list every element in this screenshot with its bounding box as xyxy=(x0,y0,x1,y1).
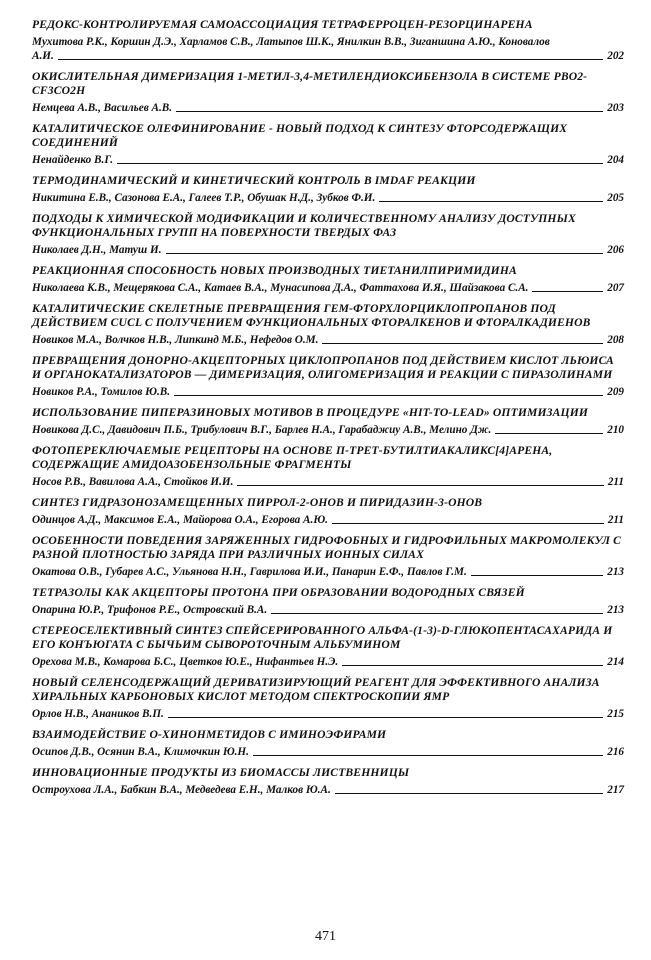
entry-authors: Николаев Д.Н., Матуш И. xyxy=(32,244,162,256)
entry-authors-line xyxy=(32,153,624,167)
entry-title: ТЕТРАЗОЛЫ КАК АКЦЕПТОРЫ ПРОТОНА ПРИ ОБРАЗОВАНИИ ВОДОРОДНЫХ СВЯЗЕЙ xyxy=(32,586,525,599)
entry-page-number: 206 xyxy=(607,244,624,256)
entry-title: СИНТЕЗ ГИДРАЗОНОЗАМЕЩЕННЫХ ПИРРОЛ-2-ОНОВ И ПИРИДАЗИН-3-ОНОВ xyxy=(32,496,483,509)
entry-title: ФОТОПЕРЕКЛЮЧАЕМЫЕ РЕЦЕПТОРЫ НА ОСНОВЕ П-ТРЕТ-БУТИЛТИАКАЛИКС[4]АРЕНА, СОДЕРЖАЩИЕ АМИДОАЗОБЕНЗОЛЬНЫЕ ФРАГМЕНТЫ xyxy=(32,444,553,471)
entry-authors: Ненайденко В.Г. xyxy=(32,154,114,166)
entry-authors-line xyxy=(32,423,624,437)
entry-title: РЕДОКС-КОНТРОЛИРУЕМАЯ САМОАССОЦИАЦИЯ ТЕТРАФЕРРОЦЕН-РЕЗОРЦИНАРЕНА xyxy=(32,18,533,31)
toc-entry xyxy=(32,18,624,63)
toc-entry xyxy=(32,624,624,669)
entry-authors-line xyxy=(32,707,624,721)
entry-page-number: 213 xyxy=(607,604,624,616)
entry-authors: Окатова О.В., Губарев А.С., Ульянова Н.Н., Гаврилова И.И., Панарин Е.Ф., Павлов Г.М. xyxy=(32,566,467,578)
entry-authors-line xyxy=(32,475,624,489)
entry-authors: Новиков Р.А., Томилов Ю.В. xyxy=(32,386,170,398)
entry-authors-line xyxy=(32,243,624,257)
entry-title: ОКИСЛИТЕЛЬНАЯ ДИМЕРИЗАЦИЯ 1-МЕТИЛ-3,4-МЕТИЛЕНДИОКСИБЕНЗОЛА В СИСТЕМЕ PBO2-CF3CO2H xyxy=(32,70,588,97)
entry-authors-continuation xyxy=(32,49,624,63)
entry-authors: Николаева К.В., Мещерякова С.А., Катаев В.А., Мунасипова Д.А., Фаттахова И.Я., Шайзакова С.А. xyxy=(32,282,529,294)
dot-leader xyxy=(166,253,604,254)
entry-authors-line xyxy=(32,655,624,669)
entry-authors-line xyxy=(32,281,624,295)
entry-page-number: 216 xyxy=(607,746,624,758)
entry-page-number: 207 xyxy=(607,282,624,294)
toc-entry xyxy=(32,264,624,295)
dot-leader xyxy=(168,717,603,718)
entry-authors: Одинцов А.Д., Максимов Е.А., Майорова О.А., Егорова А.Ю. xyxy=(32,514,328,526)
dot-leader xyxy=(335,793,603,794)
entry-page-number: 211 xyxy=(607,514,624,526)
entry-title: РЕАКЦИОННАЯ СПОСОБНОСТЬ НОВЫХ ПРОИЗВОДНЫХ ТИЕТАНИЛПИРИМИДИНА xyxy=(32,264,517,277)
entry-authors-line xyxy=(32,603,624,617)
entry-authors: Никитина Е.В., Сазонова Е.А., Галеев Т.Р., Обушак Н.Д., Зубков Ф.И. xyxy=(32,192,376,204)
entry-authors: Опарина Ю.Р., Трифонов Р.Е., Островский В.А. xyxy=(32,604,268,616)
entry-page-number: 204 xyxy=(607,154,624,166)
dot-leader xyxy=(271,613,603,614)
entry-title: ПРЕВРАЩЕНИЯ ДОНОРНО-АКЦЕПТОРНЫХ ЦИКЛОПРОПАНОВ ПОД ДЕЙСТВИЕМ КИСЛОТ ЛЬЮИСА И ОРГАНОКАТАЛИЗАТОРОВ — ДИМЕРИЗАЦИЯ, ОЛИГОМЕРИЗАЦИЯ И РЕАКЦИИ С ПИРАЗОЛИНАМИ xyxy=(32,354,614,381)
dot-leader xyxy=(253,755,603,756)
entry-title: ВЗАИМОДЕЙСТВИЕ О-ХИНОНМЕТИДОВ С ИМИНОЭФИРАМИ xyxy=(32,728,387,741)
dot-leader xyxy=(342,665,603,666)
dot-leader xyxy=(58,59,603,60)
toc-entry xyxy=(32,496,624,527)
dot-leader xyxy=(237,485,603,486)
entry-page-number: 203 xyxy=(607,102,624,114)
entry-authors-tail: А.И. xyxy=(32,50,54,62)
entry-authors: Орехова М.В., Комарова Б.С., Цветков Ю.Е., Нифантьев Н.Э. xyxy=(32,656,339,668)
toc-entry xyxy=(32,586,624,617)
entry-page-number: 215 xyxy=(607,708,624,720)
entry-authors-line xyxy=(32,513,624,527)
entry-title: ОСОБЕННОСТИ ПОВЕДЕНИЯ ЗАРЯЖЕННЫХ ГИДРОФОБНЫХ И ГИДРОФИЛЬНЫХ МАКРОМОЛЕКУЛ С РАЗНОЙ ПЛОТНОСТЬЮ ЗАРЯДА ПРИ РАЗЛИЧНЫХ ИОННЫХ СИЛАХ xyxy=(32,534,622,561)
table-of-contents xyxy=(32,18,624,804)
dot-leader xyxy=(532,291,603,292)
entry-authors-line xyxy=(32,783,624,797)
entry-authors: Носов Р.В., Вавилова А.А., Стойков И.И. xyxy=(32,476,234,488)
toc-entry xyxy=(32,728,624,759)
entry-page-number: 210 xyxy=(607,424,624,436)
entry-page-number: 202 xyxy=(607,50,624,62)
entry-authors: Осипов Д.В., Осянин В.А., Климочкин Ю.Н. xyxy=(32,746,249,758)
entry-page-number: 211 xyxy=(607,476,624,488)
dot-leader xyxy=(174,395,603,396)
entry-title: КАТАЛИТИЧЕСКОЕ ОЛЕФИНИРОВАНИЕ - НОВЫЙ ПОДХОД К СИНТЕЗУ ФТОРСОДЕРЖАЩИХ СОЕДИНЕНИЙ xyxy=(32,122,568,149)
entry-title: СТЕРЕОСЕЛЕКТИВНЫЙ СИНТЕЗ СПЕЙСЕРИРОВАННОГО АЛЬФА-(1-3)-D-ГЛЮКОПЕНТАСАХАРИДА И ЕГО КОНЪЮГАТА С БЫЧЬИМ СЫВОРОТОЧНЫМ АЛЬБУМИНОМ xyxy=(32,624,613,651)
entry-authors-line xyxy=(32,745,624,759)
entry-page-number: 213 xyxy=(607,566,624,578)
entry-title: КАТАЛИТИЧЕСКИЕ СКЕЛЕТНЫЕ ПРЕВРАЩЕНИЯ ГЕМ-ФТОРХЛОРЦИКЛОПРОПАНОВ ПОД ДЕЙСТВИЕМ CUCL С ПОЛУЧЕНИЕМ ФУНКЦИОНАЛЬНЫХ ФТОРАЛКЕНОВ И ФТОРАЛКАДИЕНОВ xyxy=(32,302,591,329)
entry-authors-line xyxy=(32,191,624,205)
entry-authors: Орлов Н.В., Анаников В.П. xyxy=(32,708,164,720)
entry-authors-line xyxy=(32,35,624,63)
entry-authors: Остроухова Л.А., Бабкин В.А., Медведева Е.Н., Малков Ю.А. xyxy=(32,784,331,796)
toc-entry xyxy=(32,212,624,257)
toc-entry xyxy=(32,534,624,579)
dot-leader xyxy=(471,575,603,576)
toc-entry xyxy=(32,444,624,489)
toc-entry xyxy=(32,354,624,399)
toc-entry xyxy=(32,70,624,115)
entry-authors-line xyxy=(32,333,624,347)
entry-authors: Новикова Д.С., Давидович П.Б., Трибулович В.Г., Барлев Н.А., Гарабаджиу А.В., Мелино Дж. xyxy=(32,424,492,436)
dot-leader xyxy=(176,111,603,112)
entry-title: ПОДХОДЫ К ХИМИЧЕСКОЙ МОДИФИКАЦИИ И КОЛИЧЕСТВЕННОМУ АНАЛИЗУ ДОСТУПНЫХ ФУНКЦИОНАЛЬНЫХ ГРУПП НА ПОВЕРХНОСТИ ТВЕРДЫХ ФАЗ xyxy=(32,212,576,239)
entry-authors-line xyxy=(32,101,624,115)
entry-authors-line xyxy=(32,385,624,399)
toc-entry xyxy=(32,302,624,347)
entry-authors: Новиков М.А., Волчков Н.В., Липкинд М.Б., Нефедов О.М. xyxy=(32,334,319,346)
entry-authors: Немцева А.В., Васильев А.В. xyxy=(32,102,173,114)
entry-page-number: 209 xyxy=(607,386,624,398)
dot-leader xyxy=(495,433,603,434)
entry-title: ТЕРМОДИНАМИЧЕСКИЙ И КИНЕТИЧЕСКИЙ КОНТРОЛЬ В IMDAF РЕАКЦИИ xyxy=(32,174,476,187)
entry-title: НОВЫЙ СЕЛЕНСОДЕРЖАЩИЙ ДЕРИВАТИЗИРУЮЩИЙ РЕАГЕНТ ДЛЯ ЭФФЕКТИВНОГО АНАЛИЗА ХИРАЛЬНЫХ КАРБОНОВЫХ КИСЛОТ МЕТОДОМ СПЕКТРОСКОПИИ ЯМР xyxy=(32,676,600,703)
entry-page-number: 205 xyxy=(607,192,624,204)
dot-leader xyxy=(117,163,603,164)
page-number: 471 xyxy=(315,929,336,944)
entry-page-number: 217 xyxy=(607,784,624,796)
dot-leader xyxy=(379,201,603,202)
entry-page-number: 208 xyxy=(607,334,624,346)
entry-authors-line xyxy=(32,565,624,579)
toc-entry xyxy=(32,174,624,205)
dot-leader xyxy=(332,523,604,524)
dot-leader xyxy=(322,343,603,344)
entry-authors: Мухитова Р.К., Коршин Д.Э., Харламов С.В., Латыпов Ш.К., Янилкин В.В., Зиганшина А.Ю., Коновалов xyxy=(32,36,550,48)
entry-page-number: 214 xyxy=(607,656,624,668)
entry-title: ИСПОЛЬЗОВАНИЕ ПИПЕРАЗИНОВЫХ МОТИВОВ В ПРОЦЕДУРЕ «HIT-TO-LEAD» ОПТИМИЗАЦИИ xyxy=(32,406,589,419)
entry-title: ИННОВАЦИОННЫЕ ПРОДУКТЫ ИЗ БИОМАССЫ ЛИСТВЕННИЦЫ xyxy=(32,766,410,779)
toc-entry xyxy=(32,122,624,167)
toc-entry xyxy=(32,406,624,437)
toc-entry xyxy=(32,676,624,721)
toc-entry xyxy=(32,766,624,797)
